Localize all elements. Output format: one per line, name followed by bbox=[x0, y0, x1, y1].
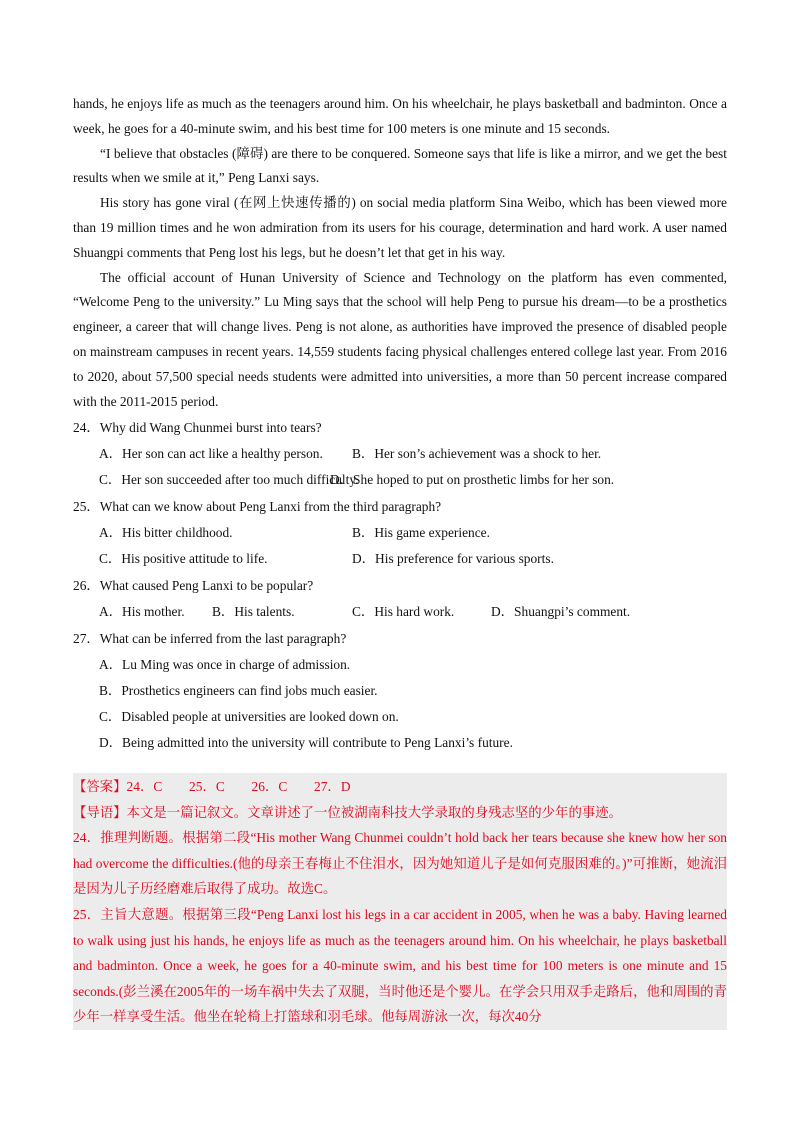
option-c: C．Disabled people at universities are looked down on. bbox=[99, 709, 399, 725]
passage-paragraph-4: The official account of Hunan University of Science and Technology on the platform has even commented, “Welcome Peng to the university.” Lu Ming says that the school will help Peng to pursue his dream—to be a prosthetics engineer, a career that will change lives. Peng is not alone, as authorities have improved the presence of disabled people on mainstream campuses in recent years. 14,559 students facing physical challenges entered college last year. From 2016 to 2020, about 57,500 special needs students were admitted into universities, a more than 50 percent increase compared with the 2011-2015 period. bbox=[73, 269, 727, 409]
option-a: A．Her son can act like a healthy person. bbox=[99, 446, 323, 462]
option-a: A．His bitter childhood. bbox=[99, 525, 233, 541]
option-b: B．His game experience. bbox=[352, 525, 490, 541]
question-27 bbox=[73, 626, 727, 756]
question-25 bbox=[73, 494, 727, 572]
option-row bbox=[73, 599, 727, 625]
explanation-25: 25．主旨大意题。根据第三段“Peng Lanxi lost his legs in a car accident in 2005, when he was a baby. Having learned to walk using just his hands, he enjoys life as much as the teenagers around him. On his wheelchair, he plays basketball and badminton. Once a week, he goes for a 40-minute swim, and his best time for 100 meters is one minute and 15 seconds.(彭兰溪在2005年的一场车祸中失去了双腿，当时他还是个婴儿。在学会只用双手走路后，他和周围的青少年一样享受生活。他坐在轮椅上打篮球和羽毛球。他每周游泳一次，每次40分 bbox=[73, 906, 727, 1025]
question-stem: 26．What caused Peng Lanxi to be popular? bbox=[73, 578, 314, 594]
explanation-24: 24．推理判断题。根据第二段“His mother Wang Chunmei couldn’t hold back her tears because she knew how her son had overcome the difficulties.(他的母亲王春梅止不住泪水，因为她知道儿子是如何克服困难的。)”可推断，她流泪是因为儿子历经磨难后取得了成功。故选C。 bbox=[73, 830, 727, 897]
option-c: C．Her son succeeded after too much difficulty. bbox=[99, 472, 359, 488]
option-b: B．His talents. bbox=[212, 604, 295, 620]
option-c: C．His positive attitude to life. bbox=[99, 551, 268, 567]
option-b: B．Prosthetics engineers can find jobs much easier. bbox=[99, 683, 378, 699]
option-d: D．She hoped to put on prosthetic limbs for her son. bbox=[330, 472, 615, 488]
option-a: A．His mother. bbox=[99, 604, 185, 620]
passage-paragraph-2: “I believe that obstacles (障碍) are there to be conquered. Someone says that life is like a mirror, and we get the best results when we smile at it,” Peng Lanxi says. bbox=[73, 145, 727, 186]
question-stem: 25．What can we know about Peng Lanxi from the third paragraph? bbox=[73, 499, 442, 515]
answer-explanation-section bbox=[73, 773, 727, 1030]
option-a: A．Lu Ming was once in charge of admission. bbox=[99, 657, 351, 673]
option-b: B．Her son’s achievement was a shock to her. bbox=[352, 446, 602, 462]
passage-paragraph-3: His story has gone viral (在网上快速传播的) on social media platform Sina Weibo, which has been viewed more than 19 million times and he won admiration from its users for his courage, determination and hard work. A user named Shuangpi comments that Peng lost his legs, but he doesn’t let that get in his way. bbox=[73, 195, 727, 260]
option-d: D．Being admitted into the university will contribute to Peng Lanxi’s future. bbox=[99, 735, 513, 751]
option-row bbox=[73, 520, 727, 546]
option-row bbox=[73, 546, 727, 572]
answer-key: 【答案】24．C 25．C 26．C 27．D bbox=[73, 779, 351, 794]
question-stem: 27．What can be inferred from the last paragraph? bbox=[73, 631, 347, 647]
option-row bbox=[73, 441, 727, 467]
question-26 bbox=[73, 573, 727, 625]
option-d: D．Shuangpi’s comment. bbox=[491, 604, 631, 620]
question-24 bbox=[73, 415, 727, 493]
option-d: D．His preference for various sports. bbox=[352, 551, 554, 567]
reading-passage bbox=[73, 92, 727, 756]
guide-text: 【导语】本文是一篇记叙文。文章讲述了一位被湖南科技大学录取的身残志坚的少年的事迹。 bbox=[73, 804, 623, 820]
option-c: C．His hard work. bbox=[352, 604, 455, 620]
question-stem: 24．Why did Wang Chunmei burst into tears? bbox=[73, 420, 322, 436]
passage-paragraph-1: hands, he enjoys life as much as the teenagers around him. On his wheelchair, he plays basketball and badminton. Once a week, he goes for a 40-minute swim, and his best time for 100 meters is one minute and 15 seconds. bbox=[73, 96, 727, 136]
option-row bbox=[73, 467, 727, 493]
